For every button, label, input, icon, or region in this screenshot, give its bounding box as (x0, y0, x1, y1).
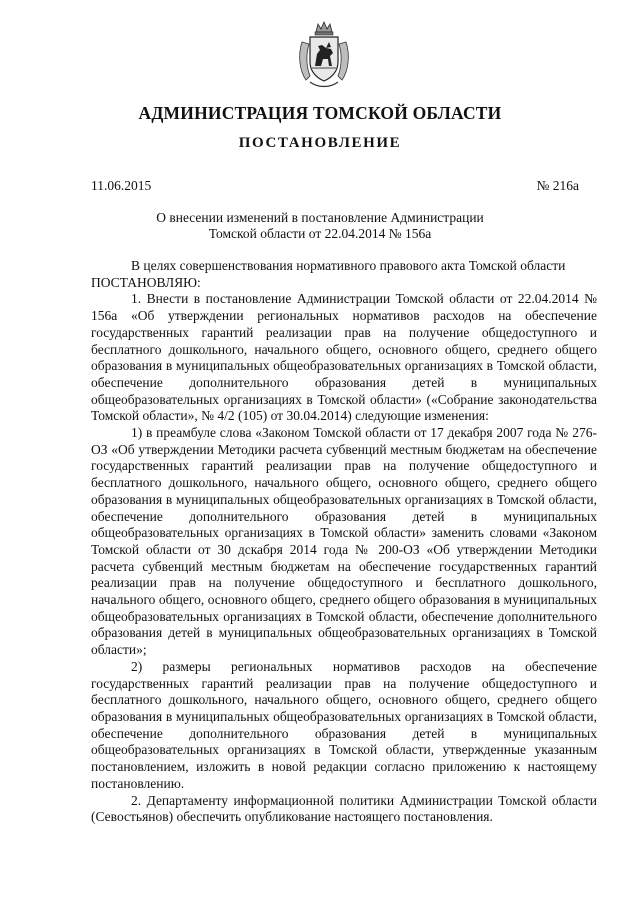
preamble: В целях совершенствования нормативного правового акта Томской области (131, 258, 566, 273)
resolve-statement: ПОСТАНОВЛЯЮ: (91, 274, 201, 290)
paragraph-subitem-1: 1) в преамбуле слова «Законом Томской области от 17 декабря 2007 года № 276-ОЗ «Об утверждении Методики расчета субвенций местным бюджетам на обеспечение государственных гарантий реализации прав на получение общедоступного и бесплатного дошкольного, начального общего, основного общего, среднего общего образования в муниципальных общеобразовательных организациях в Томской области, обеспечение дополнительного образования детей в муниципальных общеобразовательных организациях в Томской области» заменить словами «Законом Томской области от 30 дскабря 2014 года № 200-ОЗ «Об утверждении Методики расчета субвенций местным бюджетам на обеспечение государственных гарантий реализации прав на получение общедоступного и бесплатного дошкольного, начального общего, основного общего, среднего общего образования в муниципальных общеобразовательных организациях в Томской области, обеспечение дополнительного образования детей в муниципальных общеобразовательных организациях в Томской области»; (91, 425, 597, 658)
document-type: ПОСТАНОВЛЕНИЕ (238, 135, 402, 151)
tomsk-region-coat-of-arms-icon (296, 20, 352, 90)
document-number: № 216а (536, 178, 579, 193)
paragraph-item-1: 1. Внести в постановление Администрации Томской области от 22.04.2014 № 156а «Об утверждении региональных нормативов расходов на обеспечение государственных гарантий реализации прав на получение общедоступного и бесплатного дошкольного, начального общего, основного общего, среднего общего образования в муниципальных общеобразовательных организациях в Томской области, обеспечение дополнительного образования детей в муниципальных общеобразовательных организациях в Томской области» («Собрание законодательства Томской области», № 4/2 (105) от 30.04.2014) следующие изменения: (91, 291, 597, 424)
subject-line-2: Томской области от 22.04.2014 № 156а (208, 226, 432, 241)
document-body (91, 258, 597, 826)
paragraph-item-2: 2. Департаменту информационной политики Администрации Томской области (Севостьянов) обеспечить опубликование настоящего постановления. (91, 792, 597, 825)
subject-line-1: О внесении изменений в постановление Администрации (156, 210, 484, 225)
paragraph-subitem-2: 2) размеры региональных нормативов расходов на обеспечение государственных гарантий реализации прав на получение общедоступного и бесплатного дошкольного, начального общего, основного общего, среднего общего образования в муниципальных общеобразовательных организациях в Томской области, обеспечение дополнительного образования детей в муниципальных общеобразовательных организациях в Томской области, утвержденные указанным постановлением, изложить в новой редакции согласно приложению к настоящему постановлению. (91, 658, 597, 791)
document-date: 11.06.2015 (91, 178, 152, 193)
document-subject (150, 210, 490, 242)
organization-title: АДМИНИСТРАЦИЯ ТОМСКОЙ ОБЛАСТИ (138, 103, 502, 123)
